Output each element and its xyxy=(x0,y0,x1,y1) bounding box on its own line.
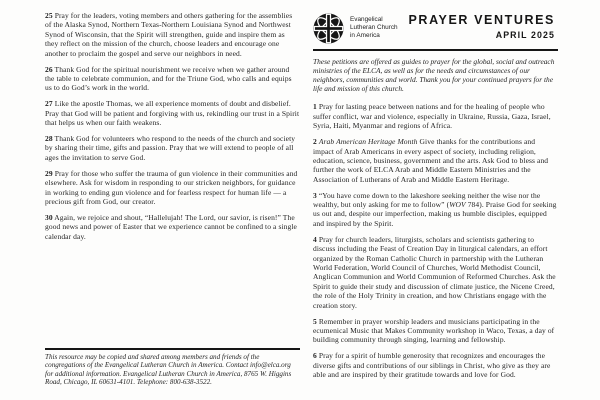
org-name-line: Lutheran Church xyxy=(350,23,398,31)
entry-text: Like the apostle Thomas, we all experience moments of doubt and disbelief. Pray that God will be patient and forgiving with us, rekindling our trust in a Spirit that helps us when our faith weakens. xyxy=(45,99,300,128)
prayer-entry xyxy=(45,99,300,127)
entry-text: Pray for those who suffer the trauma of gun violence in their communities and elsewhere. Ask for wisdom in responding to our stricken neighbors, for guidance in working to ending gun violence and for fearless respect for human life — a precious gift from God, our creator. xyxy=(45,168,298,206)
entry-text: Pray for church leaders, liturgists, scholars and scientists gathering to discuss including the Feast of Creation Day in liturgical calendars, an effort organized by the Roman Catholic Church in partnership with the Lutheran World Federation, World Council of Churches, World Methodist Council, Anglican Communion and World Communion of Reformed Churches. Ask the Spirit to guide their study and discussion of climate justice, the Nicene Creed, the role of the Holy Trinity in creation, and how Christians engage with the creation story. xyxy=(313,234,556,310)
right-entries xyxy=(313,102,558,379)
entry-number: 26 xyxy=(45,64,53,74)
entry-number: 5 xyxy=(313,316,317,326)
entry-number: 2 xyxy=(313,137,317,147)
left-entries xyxy=(45,11,300,241)
entry-text: Pray for lasting peace between nations and for the healing of people who suffer conflict, war and violence, especially in Ukraine, Russia, Gaza, Israel, Syria, Haiti, Myanmar and regions of Africa. xyxy=(313,102,551,131)
org-name xyxy=(350,16,398,40)
publication-title: PRAYER VENTURES xyxy=(408,13,555,27)
left-column xyxy=(45,11,300,248)
elca-logo-icon xyxy=(313,13,344,44)
prayer-entry xyxy=(45,213,300,241)
entry-text: Arab American Heritage Month xyxy=(318,137,418,147)
entry-number: 25 xyxy=(45,11,53,20)
footer-note: This resource may be copied and shared among members and friends of the congregations of the Evangelical Lutheran Church in America. Contact info@elca.org for additional information. Evangelical Lutheran Church in America, 8765 W. Higgins Road, Chicago, IL 60631-4101. Telephone: 800-638-3522. xyxy=(45,353,292,386)
entry-text: Pray for a spirit of humble generosity that recognizes and encourages the diverse gifts and contributions of our siblings in Christ, who give as they are able and are inspired by their gratitude towards and love for God. xyxy=(313,351,551,380)
org-name-line: in America xyxy=(350,31,380,39)
right-column xyxy=(313,12,558,386)
header-divider xyxy=(313,49,558,51)
entry-number: 6 xyxy=(313,351,317,361)
intro-text: These petitions are offered as guides to prayer for the global, social and outreach ministries of the ELCA, as well as for the needs and circumstances of our neighbors, communities and world. Thank you for your continued prayers for the life and mission of this church. xyxy=(313,57,555,94)
prayer-entry xyxy=(313,102,558,130)
masthead-title-block xyxy=(409,12,559,40)
entry-number: 1 xyxy=(313,102,317,112)
entry-number: 3 xyxy=(313,190,317,200)
entry-text: 784). Praise God for seeking us out and, despite our imperfection, making us humble disciples, equipped and inspired by the Spirit. xyxy=(313,200,557,228)
issue-date: APRIL 2025 xyxy=(495,30,555,40)
entry-text: “You have come down to the lakeshore seeking neither the wise nor the wealthy, but only asking for me to follow” ( xyxy=(313,190,541,210)
prayer-entry xyxy=(313,235,558,310)
prayer-entry xyxy=(45,11,300,58)
entry-text: Remember in prayer worship leaders and musicians participating in the ecumenical Music that Makes Community workshop in Waco, Texas, a day of building community through singing, learning and fellowship. xyxy=(313,316,555,345)
entry-text: Give thanks for the contributions and impact of Arab Americans in every aspect of society, including religion, education, science, business, government and the arts. Ask God to bless and further the work of ELCA Arab and Middle Eastern Ministries and the Association of Lutherans of Arab and Middle Eastern Heritage. xyxy=(313,137,549,184)
entry-text: WOV xyxy=(449,200,466,210)
prayer-entry xyxy=(45,169,300,207)
entry-number: 28 xyxy=(45,133,53,143)
prayer-entry xyxy=(45,65,300,93)
prayer-entry xyxy=(313,137,558,184)
entry-number: 27 xyxy=(45,99,53,109)
entry-text: Thank God for the spiritual nourishment we receive when we gather around the table to celebrate communion, and for the Triune God, who calls and equips us to do God’s work in the world. xyxy=(45,64,292,93)
entry-text: Again, we rejoice and shout, “Hallelujah! The Lord, our savior, is risen!” The good news and power of Easter that we experience cannot be confined to a single calendar day. xyxy=(45,212,297,241)
prayer-entry xyxy=(313,191,558,229)
entry-text: Pray for the leaders, voting members and others gathering for the assemblies of the Alaska Synod, Northern Texas-Northern Louisiana Synod and Northwest Synod of Wisconsin, that the Spirit will strengthen, guide and inspire them as they reflect on the mission of the church, choose leaders and encourage one another to proclaim the gospel and serve our neighbors in need. xyxy=(45,11,293,58)
prayer-entry xyxy=(313,317,558,345)
entry-number: 4 xyxy=(313,234,317,244)
entry-number: 30 xyxy=(45,212,53,222)
entry-number: 29 xyxy=(45,168,53,178)
masthead xyxy=(313,12,558,48)
footer xyxy=(45,348,300,386)
prayer-entry xyxy=(45,134,300,162)
org-name-line: Evangelical xyxy=(350,16,383,23)
prayer-entry xyxy=(313,351,558,379)
footer-divider xyxy=(45,348,300,350)
entry-text: Thank God for volunteers who respond to the needs of the church and society by sharing their time, gifts and passion. Pray that we will extend to people of all ages the invitation to serve God. xyxy=(45,133,296,162)
